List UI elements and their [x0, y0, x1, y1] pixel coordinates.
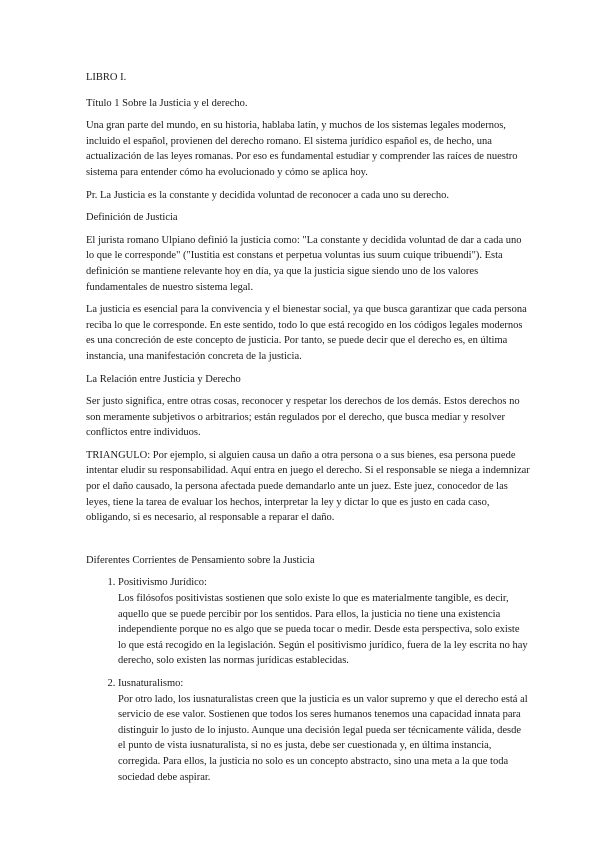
relation-paragraph-1: Ser justo significa, entre otras cosas, reconocer y respetar los derechos de los demás. Estos derechos no son meramente subjetivos o arbitrarios; están regulados por el derecho, que busca mediar y resolver conflictos entre individuos.: [86, 396, 520, 439]
section-heading-relation: La Relación entre Justicia y Derecho: [86, 373, 241, 385]
list-item-text: Los filósofos positivistas sostienen que solo existe lo que es materialmente tangible, es decir, aquello que se puede percibir por los sentidos. Para ellos, la justicia no tiene una existencia independiente porque no es algo que se pueda tocar o medir. Desde esta perspectiva, solo existe lo que está recogido en la legislación. Según el positivismo jurídico, fuera de la ley escrita no hay derecho, solo existen las normas jurídicas establecidas.: [118, 593, 528, 667]
list-item-title: 1. Positivismo Jurídico:: [118, 577, 207, 589]
relation-paragraph-2: TRIANGULO: Por ejemplo, si alguien causa un daño a otra persona o a sus bienes, esa persona puede intentar eludir su responsabilidad. Aquí entra en juego el derecho. Si el responsable se niega a indemnizar por el daño causado, la persona afectada puede demandarlo ante un juez. Este juez, conocedor de las leyes, tiene la tarea de evaluar los hechos, interpretar la ley y dictar lo que es justo en cada caso, obligando, si es necesario, al responsable a reparar el daño.: [86, 449, 530, 524]
spacer: [86, 533, 530, 553]
section-heading-definition: Definición de Justicia: [86, 212, 178, 224]
intro-paragraph: Una gran parte del mundo, en su historia, hablaba latín, y muchos de los sistemas legales modernos, incluido el español, provienen del derecho romano. El sistema jurídico español es, de hecho, una actualización de las leyes romanas. Por eso es fundamental estudiar y comprender las raíces de nuestro sistema para entender cómo ha evolucionado y cómo se aplica hoy.: [86, 120, 518, 178]
book-heading: LIBRO I.: [86, 72, 127, 83]
list-item-title: 2. Iusnaturalismo:: [118, 678, 184, 689]
currents-list: [86, 575, 530, 785]
definition-paragraph-1: El jurista romano Ulpiano definió la justicia como: "La constante y decidida voluntad de dar a cada uno lo que le corresponde" ("Iustitia est constans et perpetua voluntas ius suum cuique tribuendi"). Esta definición se mantiene relevante hoy en día, ya que la justicia sigue siendo uno de los valores fundamentales de nuestro sistema legal.: [86, 234, 522, 293]
list-item-text: Por otro lado, los iusnaturalistas creen que la justicia es un valor supremo y que el derecho está al servicio de ese valor. Sostienen que todos los seres humanos tenemos una capacidad innata para distinguir lo justo de lo injusto. Aunque una decisión legal pueda ser técnicamente válida, desde el punto de vista iusnaturalista, si no es justa, debe ser cuestionada y, en última instancia, corregida. Para ellos, la justicia no solo es un concepto abstracto, sino una meta a la que toda sociedad debe aspirar.: [118, 693, 528, 783]
principium-paragraph: Pr. La Justicia es la constante y decidida voluntad de reconocer a cada uno su derecho.: [86, 189, 449, 201]
definition-paragraph-2: La justicia es esencial para la convivencia y el bienestar social, ya que busca garantizar que cada persona reciba lo que le corresponde. En este sentido, todo lo que está recogido en los códigos legales modernos es una concreción de este concepto de justicia. Por tanto, se puede decir que el derecho es, en última instancia, una manifestación concreta de la justicia.: [86, 304, 527, 362]
section-heading-currents: Diferentes Corrientes de Pensamiento sobre la Justicia: [86, 554, 315, 566]
title-heading: Título 1 Sobre la Justicia y el derecho.: [86, 97, 248, 109]
list-item: [118, 575, 530, 669]
list-item: [118, 676, 530, 785]
